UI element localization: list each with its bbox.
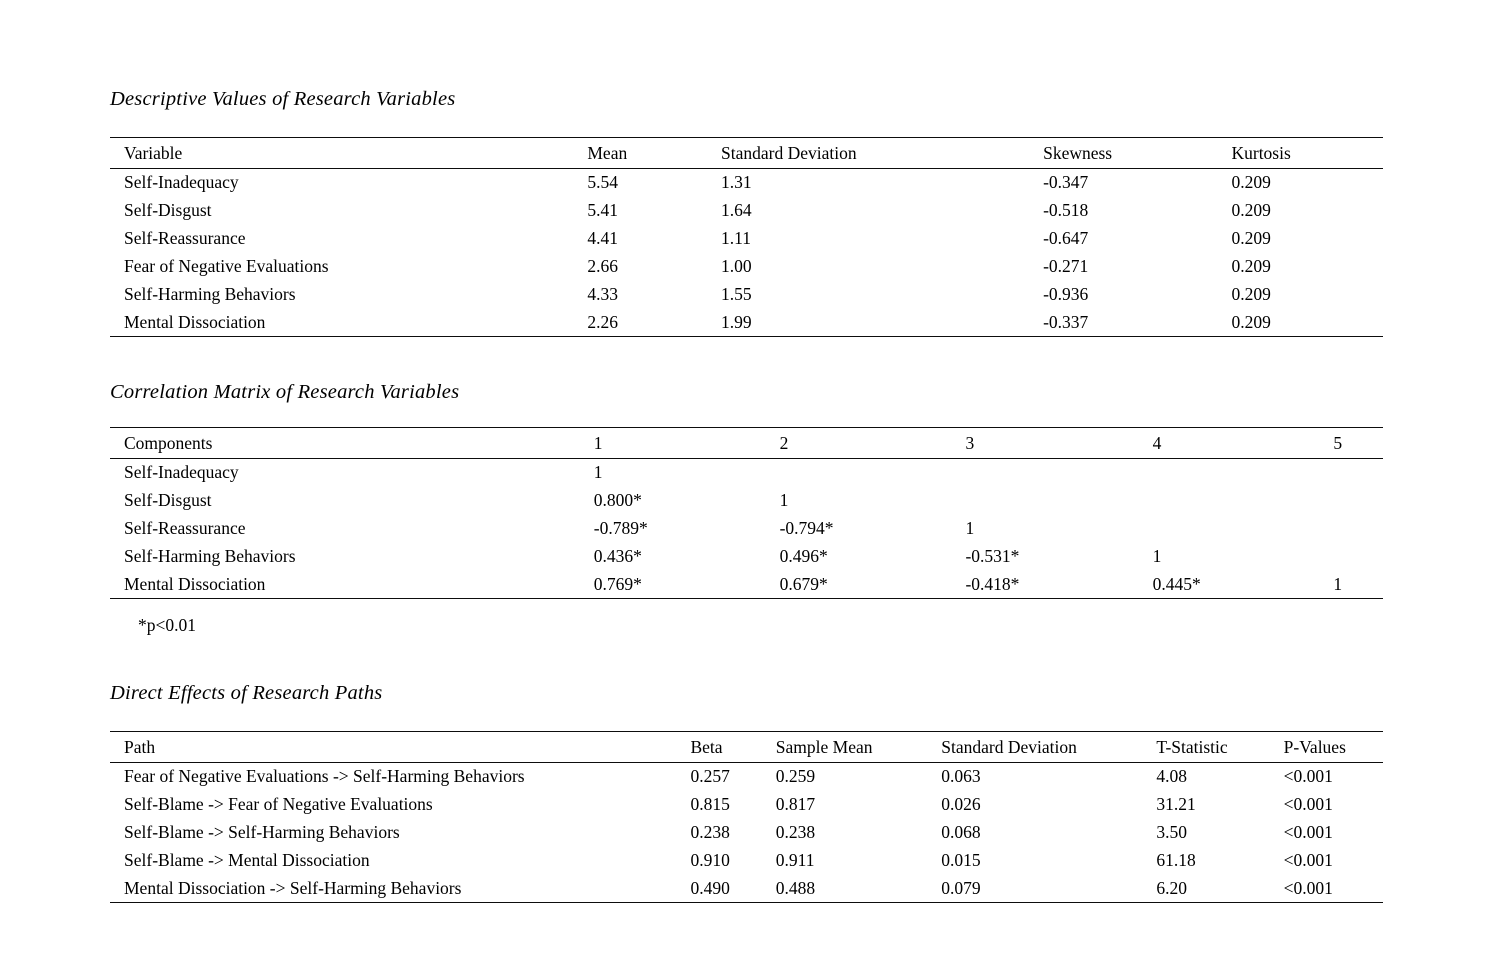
table-row	[110, 515, 1383, 543]
correlation-matrix-table	[110, 427, 1383, 599]
table-cell: 0.800*	[593, 490, 642, 510]
table-cell: 0.209	[1231, 256, 1271, 276]
table-cell: 1	[965, 518, 975, 538]
table-cell: -0.518	[1043, 200, 1089, 220]
table-cell: 0.079	[941, 877, 981, 898]
table-cell: <0.001	[1283, 794, 1333, 814]
table-cell	[1139, 487, 1320, 515]
table-cell: 4.41	[587, 228, 618, 248]
table-cell: 1.00	[721, 256, 752, 276]
table-cell	[766, 459, 952, 487]
table-row	[110, 487, 1383, 515]
table-row	[110, 169, 1383, 197]
column-header: T-Statistic	[1142, 732, 1269, 763]
table-row	[110, 253, 1383, 281]
table-cell: 4.08	[1156, 766, 1187, 787]
table-row	[110, 571, 1383, 599]
table-cell: Self-Disgust	[124, 490, 212, 510]
table-cell: 0.911	[775, 850, 815, 870]
table-cell: 0.209	[1231, 311, 1271, 332]
table-row	[110, 819, 1383, 847]
column-header: Components	[110, 428, 580, 459]
table-cell: 0.436*	[593, 546, 642, 566]
table-row	[110, 847, 1383, 875]
table-cell	[951, 487, 1138, 515]
table-cell: 31.21	[1156, 794, 1196, 814]
column-header: P-Values	[1270, 732, 1383, 763]
table-cell: -0.271	[1043, 256, 1089, 276]
table-row	[110, 459, 1383, 487]
table-cell: Fear of Negative Evaluations -> Self-Harming Behaviors	[124, 766, 525, 787]
descriptive-table-title: Descriptive Values of Research Variables	[110, 88, 456, 110]
table-cell: Fear of Negative Evaluations	[124, 256, 329, 276]
direct-effects-table	[110, 731, 1383, 903]
table-row	[110, 309, 1383, 337]
table-cell: 0.259	[775, 766, 816, 787]
table-cell: 0.015	[941, 850, 981, 870]
table-cell: 4.33	[587, 284, 618, 304]
table-cell: 0.238	[690, 822, 730, 842]
table-cell: Self-Inadequacy	[124, 172, 239, 193]
table-cell: 5.41	[587, 200, 618, 220]
table-cell: 2.26	[587, 311, 618, 332]
table-cell	[1139, 459, 1320, 487]
table-row	[110, 875, 1383, 903]
table-row	[110, 763, 1383, 791]
table-cell: -0.418*	[965, 573, 1020, 594]
table-cell: 0.068	[941, 822, 981, 842]
column-header: Sample Mean	[762, 732, 927, 763]
table-cell: 0.238	[775, 822, 816, 842]
column-header: Kurtosis	[1217, 138, 1383, 169]
table-cell: -0.794*	[779, 518, 834, 538]
table-cell: 1.99	[721, 311, 752, 332]
table-cell	[1319, 515, 1383, 543]
column-header: Path	[110, 732, 676, 763]
column-header: Standard Deviation	[707, 138, 1029, 169]
table-cell: 6.20	[1156, 877, 1187, 898]
table-row	[110, 197, 1383, 225]
table-cell: 0.769*	[593, 573, 642, 594]
table-cell: 0.817	[775, 794, 816, 814]
table-cell: 1	[593, 462, 603, 483]
table-cell	[1319, 543, 1383, 571]
table-cell: -0.936	[1043, 284, 1089, 304]
table-cell: 0.209	[1231, 284, 1271, 304]
table-cell: 3.50	[1156, 822, 1187, 842]
table-cell: <0.001	[1283, 822, 1333, 842]
table-cell: Self-Inadequacy	[124, 462, 239, 483]
table-cell: 0.026	[941, 794, 981, 814]
column-header: Variable	[110, 138, 573, 169]
table-cell: 1.31	[721, 172, 752, 193]
table-row	[110, 281, 1383, 309]
table-cell: <0.001	[1283, 850, 1333, 870]
column-header: 3	[951, 428, 1138, 459]
table-cell: <0.001	[1283, 877, 1333, 898]
table-cell: Mental Dissociation -> Self-Harming Behaviors	[124, 877, 462, 898]
table-cell: 1	[779, 490, 789, 510]
table-cell	[951, 459, 1138, 487]
table-cell: 2.66	[587, 256, 618, 276]
column-header: 4	[1139, 428, 1320, 459]
table-cell: 0.209	[1231, 200, 1271, 220]
table-cell: 1.11	[721, 228, 752, 248]
table-cell: -0.337	[1043, 311, 1089, 332]
table-cell	[1139, 515, 1320, 543]
table-row	[110, 225, 1383, 253]
table-row	[110, 543, 1383, 571]
significance-footnote: *p<0.01	[138, 615, 196, 635]
column-header: 2	[766, 428, 952, 459]
column-header: 1	[580, 428, 766, 459]
table-cell: 0.063	[941, 766, 981, 787]
table-cell: 1	[1333, 573, 1343, 594]
table-cell: <0.001	[1283, 766, 1333, 787]
column-header: Beta	[676, 732, 761, 763]
table-cell: Self-Harming Behaviors	[124, 284, 296, 304]
table-cell: 61.18	[1156, 850, 1196, 870]
table-header-row	[110, 732, 1383, 763]
column-header: 5	[1319, 428, 1383, 459]
table-header-row	[110, 428, 1383, 459]
table-cell: 0.910	[690, 850, 730, 870]
table-cell: Self-Blame -> Mental Dissociation	[124, 850, 370, 870]
table-cell: Self-Blame -> Self-Harming Behaviors	[124, 822, 400, 842]
descriptive-values-table	[110, 137, 1383, 337]
table-cell: -0.647	[1043, 228, 1089, 248]
column-header: Mean	[573, 138, 707, 169]
table-cell: 1	[1152, 546, 1162, 566]
correlation-matrix-title: Correlation Matrix of Research Variables	[110, 381, 460, 403]
table-cell: Mental Dissociation	[124, 573, 266, 594]
table-cell: -0.347	[1043, 172, 1089, 193]
table-cell: 0.490	[690, 877, 730, 898]
column-header: Skewness	[1029, 138, 1217, 169]
table-cell: 0.209	[1231, 228, 1271, 248]
table-cell: 0.815	[690, 794, 730, 814]
table-cell: 0.488	[775, 877, 816, 898]
table-cell: 5.54	[587, 172, 618, 193]
table-header-row	[110, 138, 1383, 169]
table-row	[110, 791, 1383, 819]
table-cell: 0.445*	[1152, 573, 1201, 594]
table-cell: 0.679*	[779, 573, 828, 594]
table-cell: Mental Dissociation	[124, 311, 266, 332]
table-cell: Self-Harming Behaviors	[124, 546, 296, 566]
table-cell: Self-Reassurance	[124, 228, 246, 248]
table-cell	[1319, 459, 1383, 487]
table-cell: Self-Reassurance	[124, 518, 246, 538]
table-cell: 1.55	[721, 284, 752, 304]
column-header: Standard Deviation	[927, 732, 1142, 763]
table-cell: Self-Disgust	[124, 200, 212, 220]
table-cell: Self-Blame -> Fear of Negative Evaluations	[124, 794, 433, 814]
table-cell: 0.209	[1231, 172, 1271, 193]
table-cell: 1.64	[721, 200, 752, 220]
table-cell: -0.789*	[593, 518, 648, 538]
direct-effects-title: Direct Effects of Research Paths	[110, 682, 383, 704]
table-cell: 0.257	[690, 766, 730, 787]
table-cell	[1319, 487, 1383, 515]
table-cell: 0.496*	[779, 546, 828, 566]
table-cell: -0.531*	[965, 546, 1020, 566]
